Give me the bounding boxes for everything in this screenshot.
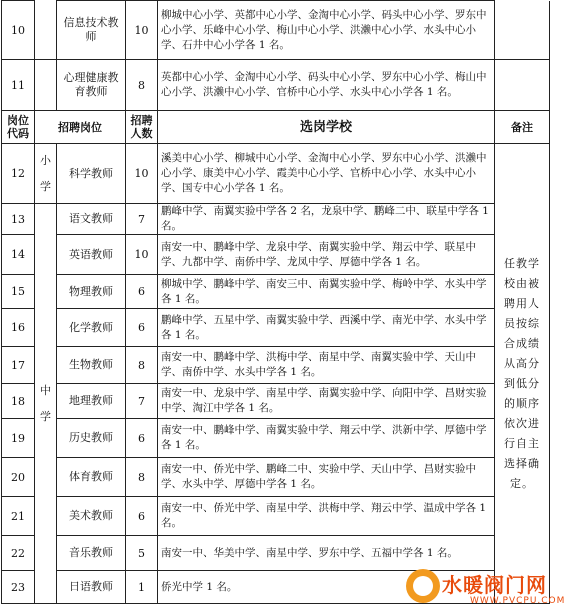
post-name: 英语教师 [57, 235, 126, 275]
watermark-title: 水暖阀门网 [442, 573, 547, 597]
post-count: 1 [126, 571, 158, 604]
post-schools: 柳城中心小学、英都中心小学、金淘中心小学、码头中心小学、罗东中心小学、乐峰中心小学、梅山中心小学、洪濑中心小学、水头中心小学、石井中心小学各 1 名。 [158, 1, 495, 60]
header-code: 岗位代码 [2, 111, 35, 144]
table-row [2, 347, 550, 384]
post-code: 16 [2, 309, 35, 347]
post-count: 7 [126, 384, 158, 419]
header-count: 招聘人数 [126, 111, 158, 144]
table-row [2, 309, 550, 347]
post-count: 10 [126, 235, 158, 275]
level-cell [35, 60, 57, 111]
table-row [2, 275, 550, 309]
post-count: 6 [126, 309, 158, 347]
post-name: 音乐教师 [57, 536, 126, 571]
post-count: 8 [126, 60, 158, 111]
post-name: 日语教师 [57, 571, 126, 604]
post-code: 22 [2, 536, 35, 571]
table-row [2, 384, 550, 419]
table-row [2, 204, 550, 235]
post-count: 10 [126, 1, 158, 60]
post-name: 心理健康教育教师 [57, 60, 126, 111]
post-name: 化学教师 [57, 309, 126, 347]
post-code: 19 [2, 419, 35, 458]
post-name: 体育教师 [57, 458, 126, 497]
header-note: 备注 [495, 111, 550, 144]
post-count: 6 [126, 275, 158, 309]
level-primary [35, 144, 57, 204]
post-code: 18 [2, 384, 35, 419]
post-name: 信息技术教师 [57, 1, 126, 60]
table-row [2, 458, 550, 497]
table-row [2, 571, 550, 604]
post-schools: 鹏峰中学、五星中学、南翼实验中学、西溪中学、南光中学、水头中学各 1 名。 [158, 309, 495, 347]
level-middle [35, 204, 57, 604]
recruitment-table [1, 0, 550, 604]
post-count: 7 [126, 204, 158, 235]
note-cell [495, 60, 550, 111]
post-code: 15 [2, 275, 35, 309]
post-name: 科学教师 [57, 144, 126, 204]
post-code: 23 [2, 571, 35, 604]
table-row [2, 536, 550, 571]
level-primary-label: 小 学 [40, 153, 51, 193]
post-code: 20 [2, 458, 35, 497]
post-schools: 南安一中、龙泉中学、南星中学、南翼实验中学、向阳中学、昌财实验中学、淘江中学各 1 名。 [158, 384, 495, 419]
post-code: 13 [2, 204, 35, 235]
post-code: 17 [2, 347, 35, 384]
post-name: 地理教师 [57, 384, 126, 419]
post-name: 生物教师 [57, 347, 126, 384]
table-row [2, 60, 550, 111]
header-schools: 选岗学校 [158, 111, 495, 144]
post-schools: 鹏峰中学、南翼实验中学各 2 名，龙泉中学、鹏峰二中、联星中学各 1 名。 [158, 204, 495, 235]
note-cell [495, 1, 550, 60]
post-schools: 南安一中、鹏峰中学、南翼实验中学、翔云中学、洪新中学、厚德中学各 1 名。 [158, 419, 495, 458]
post-count: 6 [126, 497, 158, 536]
level-cell [35, 1, 57, 60]
post-count: 10 [126, 144, 158, 204]
header-post: 招聘岗位 [35, 111, 126, 144]
watermark-url: WWW.PVCPU.COM [470, 596, 565, 606]
post-code: 11 [2, 60, 35, 111]
post-code: 10 [2, 1, 35, 60]
post-count: 8 [126, 458, 158, 497]
post-count: 5 [126, 536, 158, 571]
post-schools: 南安一中、华美中学、南星中学、罗东中学、五福中学各 1 名。 [158, 536, 495, 571]
post-count: 8 [126, 347, 158, 384]
table-row [2, 235, 550, 275]
table-row [2, 1, 550, 60]
post-count: 6 [126, 419, 158, 458]
post-schools: 南安一中、侨光中学、鹏峰二中、实验中学、天山中学、昌财实验中学、水头中学、厚德中学各 1 名。 [158, 458, 495, 497]
post-schools: 英都中心小学、金淘中心小学、码头中心小学、罗东中心小学、梅山中心小学、洪濑中心小学、官桥中心小学、水头中心小学各 1 名。 [158, 60, 495, 111]
post-schools: 南安一中、侨光中学、南星中学、洪梅中学、翔云中学、温成中学各 1 名。 [158, 497, 495, 536]
note-cell [495, 144, 550, 604]
post-schools: 柳城中学、鹏峰中学、南安三中、南翼实验中学、梅岭中学、水头中学各 1 名。 [158, 275, 495, 309]
post-schools: 南安一中、鹏峰中学、洪梅中学、南星中学、南翼实验中学、天山中学、南侨中学、水头中学各 1 名。 [158, 347, 495, 384]
table-row [2, 144, 550, 204]
post-name: 物理教师 [57, 275, 126, 309]
post-code: 12 [2, 144, 35, 204]
header-row [2, 111, 550, 144]
post-schools: 溪美中心小学、柳城中心小学、金淘中心小学、罗东中心小学、洪濑中心小学、康美中心小学、霞美中心小学、官桥中心小学、水头中心小学、国专中心小学各 1 名。 [158, 144, 495, 204]
post-schools: 南安一中、鹏峰中学、龙泉中学、南翼实验中学、翔云中学、联星中学、九都中学、南侨中学、龙凤中学、厚德中学各 1 名。 [158, 235, 495, 275]
post-code: 21 [2, 497, 35, 536]
table-row [2, 419, 550, 458]
post-code: 14 [2, 235, 35, 275]
note-text: 任教学校由被聘用人员按综合成绩从高分到低分的顺序依次进行自主选择确定。 [504, 256, 540, 490]
post-name: 语文教师 [57, 204, 126, 235]
table-row [2, 497, 550, 536]
post-name: 美术教师 [57, 497, 126, 536]
level-middle-label: 中 学 [40, 383, 51, 423]
post-name: 历史教师 [57, 419, 126, 458]
table-body [2, 1, 550, 604]
post-schools: 侨光中学 1 名。 [158, 571, 495, 604]
